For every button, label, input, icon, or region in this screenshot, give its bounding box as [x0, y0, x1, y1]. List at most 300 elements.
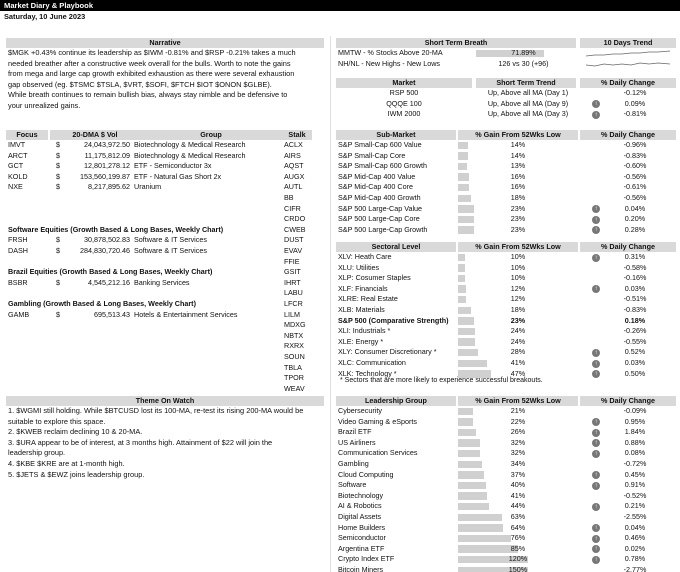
stalk-ticker: RXRX: [284, 341, 304, 351]
focus-volume: 695,513.43: [94, 309, 130, 319]
stalk-ticker: SOUN: [284, 352, 305, 361]
daily-change: -0.96%: [623, 140, 647, 149]
gain-value: 150%: [508, 565, 528, 572]
submarket-name: S&P Mid-Cap 400 Growth: [338, 193, 421, 202]
sectoral-row: [336, 316, 676, 327]
up-arrow-icon: ↑: [592, 254, 600, 262]
leadership-row: [336, 406, 676, 417]
focus-ticker: IMVT: [8, 140, 26, 149]
focus-group: ETF - Semiconductor 3x: [134, 161, 212, 171]
daily-change: 0.02%: [624, 543, 646, 553]
focus-ticker: NXE: [8, 182, 23, 192]
stalk-ticker: DUST: [284, 235, 304, 245]
sectoral-row: [336, 273, 676, 284]
submarket-row: [336, 204, 676, 215]
focus-ticker: FRSH: [8, 235, 28, 245]
stalk-ticker: TPOR: [284, 373, 304, 383]
gain-value: 22%: [510, 416, 526, 426]
market-row: [336, 88, 676, 99]
leadership-row: [336, 438, 676, 449]
sheet-title: Market Diary & Playbook: [0, 0, 680, 11]
leadership-row: [336, 523, 676, 534]
focus-volume: 4,545,212.16: [88, 277, 130, 287]
breath-label: NH/NL - New Highs - New Lows: [338, 58, 440, 68]
daily-change: -0.16%: [623, 273, 647, 283]
market-trend: Up, Above all MA (Day 1): [487, 88, 569, 97]
stalk-ticker: CIFR: [284, 203, 301, 213]
theme-line: 3. $URA appear to be of interest, at 3 months high. Attainment of $22 will join the: [8, 437, 273, 447]
breath-row: [336, 59, 676, 70]
leadership-row: [336, 554, 676, 565]
up-arrow-icon: ↑: [592, 226, 600, 234]
narrative-text: [8, 48, 328, 112]
gain-value: 44%: [510, 501, 526, 511]
sectoral-row: [336, 252, 676, 263]
stalk-ticker: MDXG: [284, 320, 306, 330]
daily-change: 0.18%: [624, 315, 646, 325]
daily-change: 0.03%: [624, 358, 646, 367]
narrative-line: While breath continues to remain bullish bias, always stay nimble and be defensive to: [8, 90, 288, 100]
daily-change: 0.03%: [624, 283, 646, 293]
daily-change: 0.95%: [624, 416, 646, 426]
up-arrow-icon: ↑: [592, 370, 600, 378]
currency-symbol: $: [56, 140, 60, 149]
daily-change: 0.78%: [624, 554, 646, 564]
daily-change: -0.51%: [623, 294, 647, 304]
focus-group: Software & IT Services: [134, 246, 207, 255]
sectoral-name: XLI: Industrials *: [338, 326, 391, 336]
market-name: QQQE 100: [386, 98, 422, 108]
theme-line: leadership group.: [8, 448, 66, 458]
gain-value: 26%: [510, 427, 526, 437]
breath-value: 71.89%: [511, 48, 536, 57]
sectoral-name: XLK: Technology *: [338, 368, 397, 378]
gain-value: 34%: [510, 459, 526, 468]
leadership-name: Cybersecurity: [338, 406, 382, 415]
up-arrow-icon: ↑: [592, 285, 600, 293]
daily-change: -0.56%: [623, 171, 647, 181]
leadership-row: [336, 427, 676, 438]
leadership-name: Brazil ETF: [338, 427, 372, 437]
breath-header: Short Term Breath: [336, 38, 576, 48]
gain-value: 18%: [510, 305, 526, 314]
leadership-name: Argentina ETF: [338, 543, 385, 553]
submarket-header-row: [336, 130, 676, 140]
sectoral-row: [336, 305, 676, 316]
column-header: Short Term Trend: [476, 78, 576, 88]
leadership-name: Bitcoin Miners: [338, 565, 384, 572]
leadership-row: [336, 491, 676, 502]
leadership-name: Software: [338, 480, 367, 490]
gain-value: 41%: [510, 358, 526, 367]
submarket-row: [336, 172, 676, 183]
stalk-ticker: FFIE: [284, 256, 300, 266]
submarket-name: S&P 500 Large-Cap Value: [338, 203, 423, 213]
leadership-name: Home Builders: [338, 522, 386, 532]
sectoral-name: XLC: Communication: [338, 358, 406, 367]
currency-symbol: $: [56, 235, 60, 245]
gain-value: 18%: [510, 193, 526, 202]
narrative-line: $MGK +0.43% continue its leadership as $IWM -0.81% and $RSP -0.21% takes a much: [8, 48, 296, 57]
focus-volume: 24,043,972.50: [84, 140, 130, 149]
market-header-row: [336, 78, 676, 88]
column-header: Focus: [6, 130, 48, 140]
column-header: Sectoral Level: [336, 242, 456, 252]
focus-group: Biotechnology & Medical Research: [134, 150, 246, 160]
market-name: IWM 2000: [387, 109, 421, 119]
leadership-row: [336, 470, 676, 481]
daily-change: 0.08%: [624, 448, 646, 458]
stalk-ticker: AQST: [284, 161, 304, 171]
currency-symbol: $: [56, 309, 60, 319]
column-header: % Gain From 52Wks Low: [458, 130, 578, 140]
column-header: % Daily Change: [580, 396, 676, 406]
up-arrow-icon: ↑: [592, 503, 600, 511]
sparkline: [586, 61, 670, 68]
submarket-name: S&P Small-Cap 600 Value: [338, 140, 422, 149]
daily-change: -0.60%: [623, 161, 647, 171]
sectoral-row: [336, 358, 676, 369]
up-arrow-icon: ↑: [592, 450, 600, 458]
currency-symbol: $: [56, 277, 60, 287]
focus-ticker: BSBR: [8, 277, 28, 287]
sectoral-name: XLV: Heath Care: [338, 252, 392, 261]
daily-change: -0.52%: [623, 490, 647, 500]
gain-value: 85%: [510, 543, 526, 553]
gain-value: 76%: [510, 533, 526, 543]
leadership-name: Biotechnology: [338, 490, 384, 500]
breath-table: [336, 48, 676, 70]
up-arrow-icon: ↑: [592, 439, 600, 447]
gain-value: 32%: [510, 437, 526, 447]
daily-change: 0.20%: [624, 214, 646, 224]
gain-value: 14%: [510, 150, 526, 160]
stalk-list: [282, 140, 326, 393]
gain-value: 40%: [510, 480, 526, 490]
daily-change: 0.04%: [624, 203, 646, 213]
focus-row: [6, 182, 282, 193]
column-header: % Daily Change: [580, 242, 676, 252]
up-arrow-icon: ↑: [592, 471, 600, 479]
focus-ticker: KOLD: [8, 171, 28, 181]
leadership-header-row: [336, 396, 676, 406]
market-change: -0.81%: [623, 109, 647, 119]
column-header: Group: [140, 130, 282, 140]
theme-line: suitable to explore this space.: [8, 416, 106, 426]
up-arrow-icon: ↑: [592, 111, 600, 119]
theme-text: [8, 406, 328, 480]
up-arrow-icon: ↑: [592, 349, 600, 357]
daily-change: 0.31%: [624, 252, 646, 261]
gain-value: 64%: [510, 522, 526, 532]
column-divider: [330, 36, 331, 572]
narrative-line: from mega and large cap growth exhibited exhaustion as there were several exhaustion: [8, 69, 295, 79]
breath-value: 126 vs 30 (+96): [498, 58, 549, 68]
focus-row: [6, 172, 282, 183]
currency-symbol: $: [56, 161, 60, 171]
gain-value: 41%: [510, 490, 526, 500]
leadership-name: Communication Services: [338, 448, 418, 458]
gain-value: 24%: [510, 326, 526, 336]
submarket-name: S&P Mid-Cap 400 Core: [338, 182, 413, 192]
gain-value: 47%: [510, 368, 526, 378]
sectoral-name: XLRE: Real Estate: [338, 294, 398, 304]
up-arrow-icon: ↑: [592, 418, 600, 426]
daily-change: 0.52%: [624, 347, 646, 357]
column-header: % Gain From 52Wks Low: [458, 396, 578, 406]
focus-ticker: DASH: [8, 246, 28, 255]
up-arrow-icon: ↑: [592, 545, 600, 553]
focus-group: ETF - Natural Gas Short 2x: [134, 171, 222, 181]
stalk-ticker: LABU: [284, 288, 303, 298]
sectoral-name: XLU: Utilities: [338, 262, 380, 272]
focus-volume: 30,878,502.83: [84, 235, 130, 245]
leadership-name: Cloud Computing: [338, 469, 394, 479]
up-arrow-icon: ↑: [592, 524, 600, 532]
leadership-name: Digital Assets: [338, 512, 382, 521]
focus-section-title: Software Equities (Growth Based & Long Bases, Weekly Chart): [8, 224, 224, 234]
focus-table: [6, 140, 282, 390]
sectoral-row: [336, 347, 676, 358]
leadership-row: [336, 533, 676, 544]
leadership-name: AI & Robotics: [338, 501, 382, 511]
focus-group: Software & IT Services: [134, 235, 207, 245]
focus-header-row: [6, 130, 324, 140]
gain-value: 13%: [510, 161, 526, 171]
theme-line: 4. $KBE $KRE are at 1-month high.: [8, 458, 125, 468]
stalk-ticker: CRDO: [284, 214, 306, 224]
narrative-line: needed breather after a constructive week overall for the bulls. Worth to note the gains: [8, 58, 291, 68]
sheet-date: Saturday, 10 June 2023: [4, 12, 86, 21]
focus-row: [6, 246, 282, 257]
leadership-row: [336, 544, 676, 555]
column-header: % Daily Change: [580, 78, 676, 88]
sectoral-name: S&P 500 (Comparative Strength): [338, 315, 449, 325]
daily-change: -0.09%: [623, 406, 647, 415]
stalk-ticker: AUTL: [284, 182, 303, 192]
sectoral-table: [336, 252, 676, 382]
submarket-row: [336, 214, 676, 225]
gain-value: 23%: [510, 224, 526, 234]
up-arrow-icon: ↑: [592, 100, 600, 108]
gain-value: 12%: [510, 283, 526, 293]
sectoral-row: [336, 263, 676, 274]
leadership-row: [336, 480, 676, 491]
submarket-name: S&P Mid-Cap 400 Value: [338, 171, 416, 181]
sectoral-name: XLB: Materials: [338, 305, 385, 314]
submarket-name: S&P Small-Cap 600 Growth: [338, 161, 427, 171]
focus-ticker: GAMB: [8, 309, 30, 319]
narrative-header: Narrative: [6, 38, 324, 48]
stalk-ticker: WEAV: [284, 383, 305, 393]
daily-change: 0.45%: [624, 469, 646, 479]
gain-value: 24%: [510, 336, 526, 346]
market-change: 0.09%: [624, 98, 646, 108]
stalk-ticker: BB: [284, 193, 294, 202]
gain-value: 63%: [510, 512, 526, 521]
market-table: [336, 88, 676, 120]
gain-value: 21%: [510, 406, 526, 415]
focus-group: Banking Services: [134, 277, 190, 287]
leadership-name: Video Gaming & eSports: [338, 416, 417, 426]
daily-change: 0.28%: [624, 224, 646, 234]
submarket-row: [336, 140, 676, 151]
gain-value: 10%: [510, 273, 526, 283]
market-trend: Up, Above all MA (Day 9): [487, 98, 569, 108]
daily-change: 1.84%: [624, 427, 646, 437]
stalk-ticker: AIRS: [284, 150, 301, 160]
focus-row: [6, 161, 282, 172]
sectoral-name: XLY: Consumer Discretionary *: [338, 347, 437, 357]
submarket-name: S&P 500 Large-Cap Core: [338, 214, 420, 224]
submarket-name: S&P Small-Cap Core: [338, 150, 406, 160]
focus-row: [6, 235, 282, 246]
up-arrow-icon: ↑: [592, 216, 600, 224]
column-header: Leadership Group: [336, 396, 456, 406]
column-header: 20-DMA $ Vol: [50, 130, 140, 140]
focus-section-title: Gambling (Growth Based & Long Bases, Weekly Chart): [8, 299, 196, 308]
daily-change: -0.26%: [623, 326, 647, 336]
focus-section-title: Brazil Equities (Growth Based & Long Bases, Weekly Chart): [8, 267, 213, 277]
theme-line: 1. $WGMI still holding. While $BTCUSD lost its 100-MA, re-test its rising 200-MA would be: [8, 406, 304, 415]
submarket-table: [336, 140, 676, 236]
stalk-ticker: IHRT: [284, 277, 301, 287]
column-header: % Gain From 52Wks Low: [458, 242, 578, 252]
narrative-line: your unrealized gains.: [8, 100, 81, 110]
daily-change: -2.55%: [623, 512, 647, 521]
focus-volume: 12,801,278.12: [84, 161, 130, 171]
gain-value: 32%: [510, 448, 526, 458]
up-arrow-icon: ↑: [592, 205, 600, 213]
focus-group: Biotechnology & Medical Research: [134, 140, 246, 149]
stalk-ticker: LILM: [284, 309, 300, 319]
leadership-row: [336, 459, 676, 470]
submarket-row: [336, 225, 676, 236]
daily-change: -0.56%: [623, 193, 647, 202]
stalk-header: Stalk: [282, 130, 312, 140]
breath-label: MMTW - % Stocks Above 20-MA: [338, 48, 443, 57]
leadership-name: US Airliners: [338, 437, 376, 447]
stalk-ticker: AUGX: [284, 171, 305, 181]
focus-volume: 153,560,199.87: [80, 171, 130, 181]
daily-change: 0.46%: [624, 533, 646, 543]
breath-row: [336, 48, 676, 59]
daily-change: 0.21%: [624, 501, 646, 511]
focus-ticker: ARCT: [8, 150, 28, 160]
sparkline: [586, 50, 670, 57]
market-name: RSP 500: [389, 88, 419, 97]
up-arrow-icon: ↑: [592, 360, 600, 368]
market-trend: Up, Above all MA (Day 3): [487, 109, 569, 119]
daily-change: -2.77%: [623, 565, 647, 572]
column-header: Market: [336, 78, 472, 88]
focus-row: [6, 278, 282, 289]
sectoral-footnote: * Sectors that are more likely to experience successful breakouts.: [340, 377, 543, 384]
sectoral-name: XLE: Energy *: [338, 336, 384, 346]
currency-symbol: $: [56, 246, 60, 255]
focus-row: [6, 140, 282, 151]
column-header: Sub-Market: [336, 130, 456, 140]
daily-change: -0.72%: [623, 459, 647, 468]
gain-value: 16%: [510, 182, 526, 192]
market-row: [336, 99, 676, 110]
trend-header: 10 Days Trend: [580, 38, 676, 48]
up-arrow-icon: ↑: [592, 556, 600, 564]
daily-change: -0.83%: [623, 150, 647, 160]
submarket-row: [336, 151, 676, 162]
up-arrow-icon: ↑: [592, 429, 600, 437]
currency-symbol: $: [56, 182, 60, 192]
daily-change: -0.55%: [623, 336, 647, 346]
daily-change: 0.04%: [624, 522, 646, 532]
leadership-row: [336, 448, 676, 459]
gain-value: 10%: [510, 252, 526, 261]
stalk-ticker: TBLA: [284, 362, 302, 372]
market-row: [336, 109, 676, 120]
stalk-ticker: EVAV: [284, 246, 303, 255]
leadership-row: [336, 501, 676, 512]
submarket-row: [336, 193, 676, 204]
submarket-name: S&P 500 Large-Cap Growth: [338, 224, 428, 234]
focus-group: Uranium: [134, 182, 162, 192]
gain-value: 12%: [510, 294, 526, 304]
gain-value: 37%: [510, 469, 526, 479]
theme-line: 5. $JETS & $EWZ joins leadership group.: [8, 469, 145, 479]
currency-symbol: $: [56, 171, 60, 181]
sectoral-name: XLF: Financials: [338, 283, 388, 293]
sectoral-header-row: [336, 242, 676, 252]
stalk-ticker: CWEB: [284, 224, 306, 234]
gain-value: 10%: [510, 262, 526, 272]
daily-change: -0.83%: [623, 305, 647, 314]
stalk-ticker: LFCR: [284, 299, 303, 308]
stalk-ticker: GSIT: [284, 267, 301, 277]
leadership-row: [336, 512, 676, 523]
narrative-line: gap observed (eg. $TSMC $TSLA, $VRT, $SOFI, $FTCH $IOT $ONON $GLBE).: [8, 79, 272, 89]
focus-ticker: GCT: [8, 161, 24, 171]
focus-group: Hotels & Entertainment Services: [134, 309, 238, 319]
leadership-table: [336, 406, 676, 572]
submarket-row: [336, 161, 676, 172]
sectoral-row: [336, 294, 676, 305]
daily-change: 0.91%: [624, 480, 646, 490]
column-header: % Daily Change: [580, 130, 676, 140]
gain-value: 28%: [510, 347, 526, 357]
gain-value: 120%: [508, 554, 528, 564]
gain-value: 23%: [510, 214, 526, 224]
theme-line: 2. $KWEB reclaim declining 10 & 20-MA.: [8, 427, 143, 437]
gain-value: 16%: [510, 171, 526, 181]
focus-volume: 8,217,895.62: [88, 182, 130, 192]
sectoral-row: [336, 284, 676, 295]
focus-row: [6, 310, 282, 321]
leadership-name: Semiconductor: [338, 533, 386, 543]
currency-symbol: $: [56, 150, 60, 160]
daily-change: -0.58%: [623, 262, 647, 272]
leadership-name: Crypto Index ETF: [338, 554, 395, 564]
leadership-row: [336, 417, 676, 428]
sectoral-row: [336, 326, 676, 337]
submarket-row: [336, 182, 676, 193]
daily-change: -0.61%: [623, 182, 647, 192]
daily-change: 0.88%: [624, 437, 646, 447]
daily-change: 0.50%: [624, 368, 646, 378]
theme-header: Theme On Watch: [6, 396, 324, 406]
leadership-row: [336, 565, 676, 572]
up-arrow-icon: ↑: [592, 482, 600, 490]
stalk-ticker: NBTX: [284, 330, 304, 340]
up-arrow-icon: ↑: [592, 535, 600, 543]
